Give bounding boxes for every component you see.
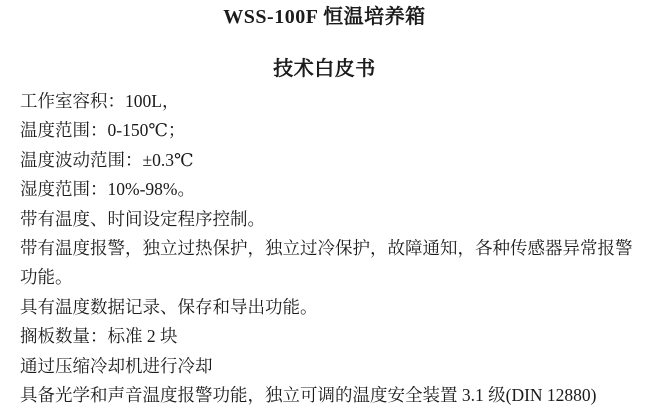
spec-line-program-control: 带有温度、时间设定程序控制。: [20, 208, 265, 229]
document-body: [20, 87, 635, 410]
spec-line-safety-device: 具备光学和声音温度报警功能，独立可调的温度安全装置 3.1 级(DIN 12880): [20, 385, 597, 406]
spec-line-alarm-protection-cont: 功能。: [20, 267, 73, 288]
spec-line-data-logging: 具有温度数据记录、保存和导出功能。: [20, 296, 318, 317]
spec-line-humidity-range: 湿度范围：10%-98%。: [20, 179, 195, 200]
spec-line-chamber-volume: 工作室容积：100L，: [20, 91, 180, 111]
document-title: WSS-100F 恒温培养箱: [223, 6, 426, 28]
spec-line-temperature-range: 温度范围：0-150℃；: [20, 120, 186, 141]
spec-line-shelf-count: 搁板数量：标准 2 块: [20, 326, 178, 347]
spec-line-alarm-protection: 带有温度报警，独立过热保护，独立过冷保护，故障通知，各种传感器异常报警: [20, 238, 633, 259]
spec-line-compressor-cooling: 通过压缩冷却机进行冷却: [20, 355, 213, 376]
spec-line-temperature-fluctuation: 温度波动范围：±0.3℃: [20, 149, 194, 170]
document-subtitle: 技术白皮书: [273, 58, 376, 80]
